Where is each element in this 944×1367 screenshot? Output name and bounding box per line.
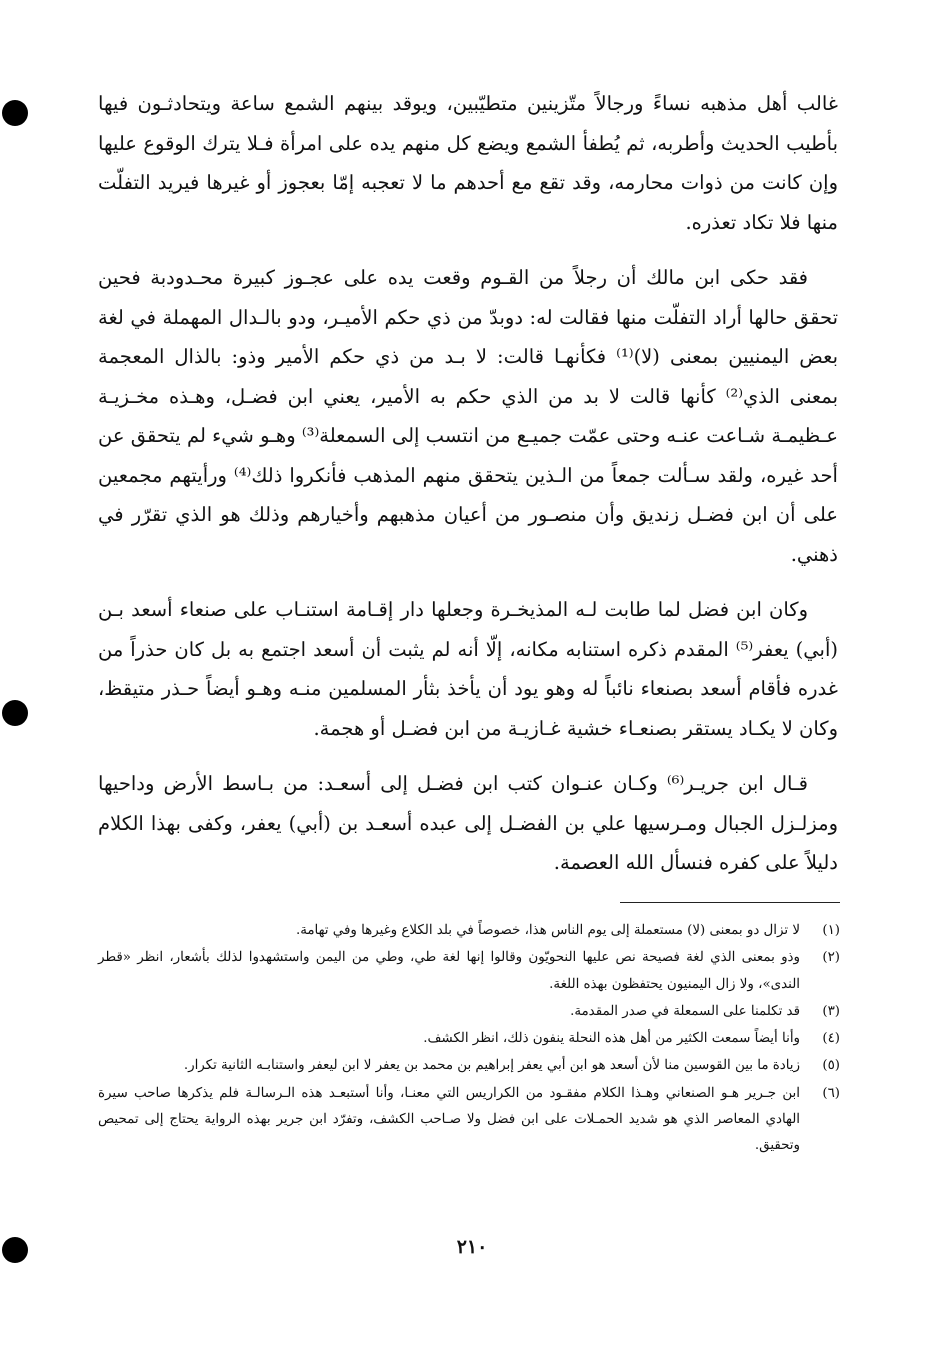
- main-text: [98, 84, 838, 899]
- footnote-text: وذو بمعنى الذي لغة فصيحة نص عليها النحويّون وقالوا إنها لغة طي، وطي من اليمن واستشهدوا لذلك بأشعار، انظر «قطر الندى»، ولا زال اليمنيون يحتفظون بهذه اللغة.: [98, 950, 800, 992]
- paragraph-2: فقد حكى ابن مالك أن رجلاً من القـوم وقعت يده على عجـوز كبيرة محـدودبة فحين تحقق حالها أراد التفلّت منها فقالت له: دوبدّ من ذي حكم الأميـر، ودو بالـدال المهملة في لغة بعض اليمنيين بمعنى (لا)⁽¹⁾ فكأنهـا قالت: لا بـد من ذي حكم الأمير وذو: بالذال المعجمة بمعنى الذي⁽²⁾ كأنها قالت لا بد من الذي حكم به الأمير، يعني ابن فضـل، وهـذه مخـزيـة عـظيمـة شـاعت عنـه وحتى عمّت جميـع من انتسب إلى السمعلة⁽³⁾ وهـو شيء لم يتحقق عن أحد غيره، ولقد سـألت جمعاً من الـذين يتحقق منهم المذهب فأنكروا ذلك⁽⁴⁾ ورأيتهم مجمعين على أن ابن فضـل زنديق وأن منصـور من أعيان مذهبهم وأخيارهم وذلك هو الذي تقرّر في ذهني.: [98, 266, 839, 566]
- footnote-text: زيادة ما بين القوسين منا لأن أسعد هو ابن أبي يعفر إبراهيم بن محمد بن يعفر لا ابن ليعفر واستنابـه الثانية تكرار.: [183, 1058, 800, 1074]
- footnote-separator: [620, 902, 840, 903]
- footnote-2: [98, 945, 840, 998]
- footnote-number: (٥): [822, 1058, 840, 1074]
- footnote-text: قد تكلمنا على السمعلة في صدر المقدمة.: [570, 1003, 800, 1019]
- footnote-6: [98, 1081, 840, 1160]
- footnote-5: [98, 1053, 840, 1079]
- footnote-1: [98, 918, 840, 944]
- binder-hole-middle: [2, 700, 28, 726]
- footnote-text: وأنا أيضاً سمعت الكثير من أهل هذه النحلة ينفون ذلك، انظر الكشف.: [423, 1031, 800, 1047]
- footnote-number: (١): [822, 923, 840, 938]
- footnotes: [98, 918, 840, 1161]
- footnote-number: (٣): [822, 1003, 840, 1019]
- page-number: ٢١٠: [456, 1236, 488, 1258]
- binder-hole-top: [2, 100, 28, 126]
- footnote-number: (٤): [822, 1031, 840, 1047]
- paragraph-4: قـال ابن جريـر⁽⁶⁾ وكـان عنـوان كتب ابن فضـل إلى أسعـد: من بـاسط الأرض وداحيها ومزلـزل الجبال ومـرسيها علي بن الفضـل إلى عبده أسعـد بن (أبي) يعفر، وكفى بهذا الكلام دليلاً على كفره فنسأل الله العصمة.: [98, 772, 838, 874]
- paragraph-3: وكان ابن فضل لما طابت لـه المذيخـرة وجعلها دار إقـامة استنـاب على صنعاء أسعد بـن (أبي) يعفر⁽⁵⁾ المقدم ذكره استنابه مكانه، إلّا أنه لم يثبت أن أسعد اجتمع به بل كان حذراً من غدره فأقام أسعد بصنعاء نائباً له وهو يود أن يأخذ بثأر المسلمين منـه وهـو أيضاً حـذر متيقظ، وكان لا يكـاد يستقر بصنعـاء خشية غـازيـة من ابن فضـل أو هجمة.: [98, 598, 838, 740]
- footnote-text: لا تزال دو بمعنى (لا) مستعملة إلى يوم الناس هذا، خصوصاً في بلد الكلاع وغيرها وفي تهامة.: [295, 923, 800, 938]
- footnote-text: ابن جـرير هـو الصنعاني وهـذا الكلام مفقـود من الكراريس التي معنـا، وأنا أستبعـد هذه الـرسالـة فلم يذكرها صاحب سيرة الهادي المعاصر الذي هو شديد الحمـلات على ابن فضل ولا صـاحب الكشف، وتفرّد ابن جرير بهذه الرواية يحتاج إلى تمحيص وتحقيق.: [98, 1085, 800, 1154]
- footnote-number: (٢): [822, 950, 840, 966]
- paragraph-1: غالب أهل مذهبه نساءً ورجالاً متّزينين متطيّبين، ويوقد بينهم الشمع ساعة ويتحادثـون فيها بأطيب الحديث وأطربه، ثم يُطفأ الشمع ويضع كل منهم يده على امرأة فـلا يترك الوقوع عليها وإن كانت من ذوات محارمه، وقد تقع مع أحدهم ما لا تعجبه إمّا بعجوز أو غيرها فيريد التفلّت منها فلا تكاد تعذره.: [98, 92, 838, 234]
- footnote-number: (٦): [822, 1085, 840, 1101]
- footnote-3: [98, 999, 840, 1025]
- footnote-4: [98, 1026, 840, 1052]
